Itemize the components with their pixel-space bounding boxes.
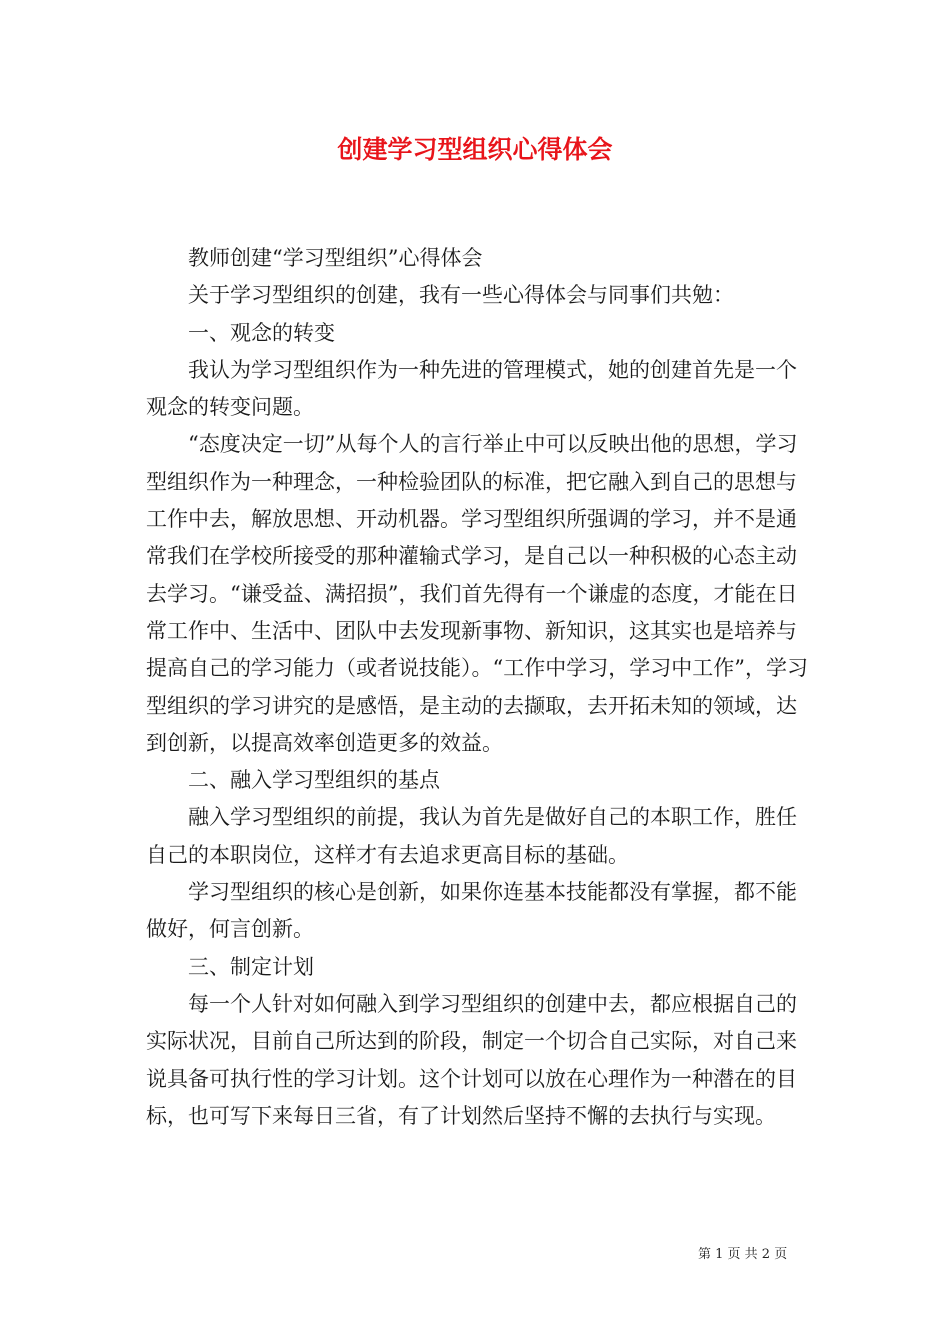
- document-title: 创建学习型组织心得体会: [337, 135, 613, 164]
- section-heading-1: 一、观念的转变: [188, 320, 335, 345]
- document-body: [146, 240, 814, 1135]
- page-number: 第 1 页 共 2 页: [698, 1247, 788, 1262]
- paragraph: 每一个人针对如何融入到学习型组织的创建中去，都应根据自己的实际状况，目前自己所达到的阶段，制定一个切合自己实际，对自己来说具备可执行性的学习计划。这个计划可以放在心理作为一种潜在的目标，也可写下来每日三省，有了计划然后坚持不懈的去执行与实现。: [146, 991, 797, 1128]
- paragraph: 学习型组织的核心是创新，如果你连基本技能都没有掌握，都不能做好，何言创新。: [146, 880, 797, 942]
- section-heading-3: 三、制定计划: [188, 954, 314, 979]
- paragraph: “态度决定一切”从每个人的言行举止中可以反映出他的思想，学习型组织作为一种理念，一种检验团队的标准，把它融入到自己的思想与工作中去，解放思想、开动机器。学习型组织所强调的学习，并不是通常我们在学校所接受的那种灌输式学习，是自己以一种积极的心态主动去学习。“谦受益、满招损”，我们首先得有一个谦虚的态度，才能在日常工作中、生活中、团队中去发现新事物、新知识，这其实也是培养与提高自己的学习能力（或者说技能）。“工作中学习，学习中工作”，学习型组织的学习讲究的是感悟，是主动的去撷取，去开拓未知的领域，达到创新，以提高效率创造更多的效益。: [146, 432, 808, 755]
- paragraph: 我认为学习型组织作为一种先进的管理模式，她的创建首先是一个观念的转变问题。: [146, 357, 797, 420]
- paragraph: 融入学习型组织的前提，我认为首先是做好自己的本职工作，胜任自己的本职岗位，这样才有去追求更高目标的基础。: [146, 805, 797, 867]
- paragraph-intro: 关于学习型组织的创建，我有一些心得体会与同事们共勉：: [188, 283, 734, 308]
- section-heading-2: 二、融入学习型组织的基点: [188, 768, 440, 793]
- paragraph-subtitle: 教师创建“学习型组织”心得体会: [188, 246, 483, 270]
